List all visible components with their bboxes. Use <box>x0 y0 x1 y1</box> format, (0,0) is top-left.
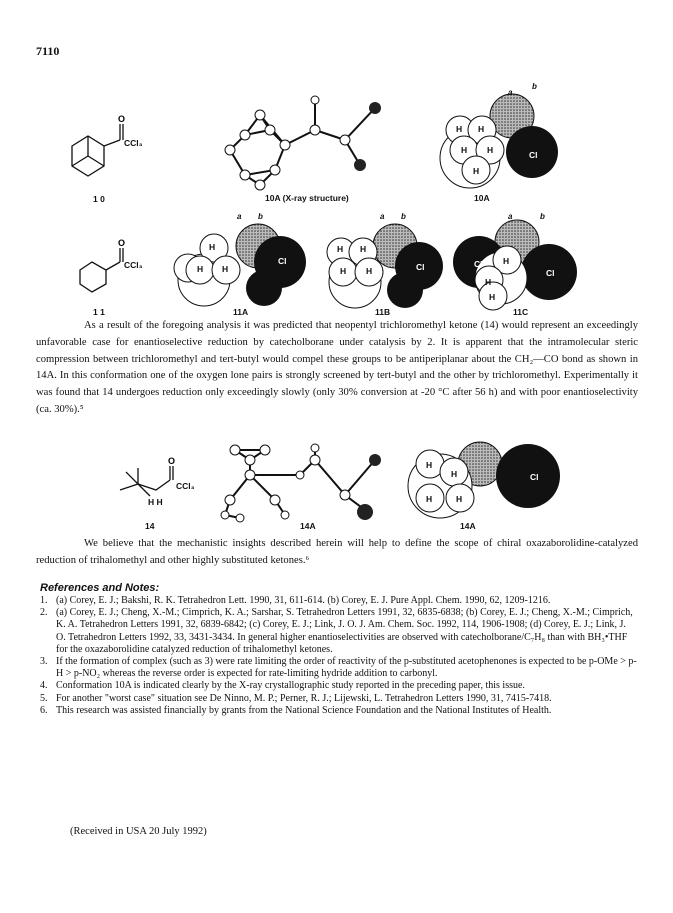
atom-b: b <box>540 212 545 221</box>
atom-H: H <box>461 145 468 155</box>
svg-text:O: O <box>118 238 126 248</box>
atom-H: H <box>340 266 347 276</box>
reference-item: 2. (a) Corey, E. J.; Cheng, X.-M.; Cimprich, K. A.; Sarshar, S. Tetrahedron Letters 1991, 32, 6835-6838; (b) Corey, E. J.; Cheng, X.-M.; Cimprich, K. A. Tetrahedron Letters 1991, 32, 6839-6842; (c) Corey, E. J.; Link, J. O. J. Am. Chem. Soc. 1992, 114, 1906-1908; (d) Corey, E. J.; Link, J. O. Tetrahedron Letters 1992, 33, 3431-3434. In general higher enantioselectivities are observed with catecholborane/C₇H₈ than with BH₃•THF for the oxazaborolidine catalyzed reduction of trihalomethyl ketones. <box>40 607 633 655</box>
atom-Cl: Cl <box>416 262 425 272</box>
reference-item: 3. If the formation of complex (such as 3) were rate limiting the order of reactivity of the p-substituted acetophenones is expected to be p-OMe > p-H > p-NO₂ whereas the reverse order is expected for rate-limiting hydride addition to carbonyl. <box>40 656 637 680</box>
label-10A: 10A <box>474 193 490 203</box>
atom-H: H <box>222 264 229 274</box>
ketone-14-hydrogens: H H <box>148 497 163 507</box>
atom-a: a <box>237 212 242 221</box>
ketone-10-group: CCl₃ <box>124 138 143 148</box>
atom-H: H <box>197 264 204 274</box>
svg-text:O: O <box>118 114 126 124</box>
structure-10A-xray-ball-stick <box>215 90 380 195</box>
atom-Cl: Cl <box>529 150 538 160</box>
structure-11C-space-filling <box>445 218 585 310</box>
atom-H: H <box>489 292 496 302</box>
atom-H: H <box>426 494 433 504</box>
atom-b: b <box>258 212 263 221</box>
atom-H: H <box>487 145 494 155</box>
reference-item: 1. (a) Corey, E. J.; Bakshi, R. K. Tetrahedron Lett. 1990, 31, 611-614. (b) Corey, E. J. Pure Appl. Chem. 1990, 62, 1209-1216. <box>40 595 551 606</box>
paragraph-neopentyl-ketone: As a result of the foregoing analysis it was predicted that neopentyl trichloromethyl ketone (14) would represent an exceedingly unfavorable case for enantioselective reduction by catecholborane under catalysis by 2. It is apparent that the intramolecular steric compression between trichloromethyl and tert-butyl would compel these groups to be antiperiplanar about the CH₂—CO bond as shown in 14A. In this conformation one of the oxygen lone pairs is strongly screened by tert-butyl and the other by trichloromethyl. Experimentally it was found that 14 undergoes reduction only exceedingly slowly (only 30% conversion at -20 °C after 56 h) and with poor enantioselectivity (ca. 30%).⁵ <box>36 320 638 415</box>
atom-H: H <box>360 244 367 254</box>
ketone-11-group: CCl₃ <box>124 260 143 270</box>
atom-H: H <box>478 124 485 134</box>
paragraph-conclusion: We believe that the mechanistic insights described herein will help to define the scope of chiral oxazaborolidine-catalyzed reduction of trihalomethyl and other highly substituted ketones.⁶ <box>36 538 638 566</box>
atom-a: a <box>508 212 513 221</box>
label-10A-xray: 10A (X-ray structure) <box>265 193 349 203</box>
atom-a: a <box>508 88 513 97</box>
atom-H: H <box>473 166 480 176</box>
structure-11-cyclohexyl-ketone <box>72 238 162 298</box>
atom-b: b <box>401 212 406 221</box>
label-11C: 11C <box>513 307 529 317</box>
reference-item: 6. This research was assisted financially by grants from the National Science Foundation and the National Institutes of Health. <box>40 704 552 716</box>
label-11: 1 1 <box>93 307 105 317</box>
ketone-14-group: CCl₃ <box>176 481 195 491</box>
atom-H: H <box>456 124 463 134</box>
references-list <box>40 595 638 717</box>
atom-b: b <box>532 82 537 91</box>
structure-10A-space-filling <box>420 88 560 193</box>
atom-H: H <box>451 469 458 479</box>
atom-H: H <box>503 256 510 266</box>
svg-text:O: O <box>168 456 176 466</box>
atom-H: H <box>485 277 492 287</box>
atom-H: H <box>366 266 373 276</box>
atom-Cl: Cl <box>546 268 555 278</box>
atom-Cl: Cl <box>278 256 287 266</box>
page-number: 7110 <box>36 44 60 58</box>
atom-Cl: Cl <box>474 259 483 269</box>
structure-10-adamantyl-ketone <box>62 114 152 188</box>
received-date: (Received in USA 20 July 1992) <box>70 826 207 837</box>
atom-H: H <box>456 494 463 504</box>
atom-H: H <box>337 244 344 254</box>
structure-14A-ball-stick <box>215 440 390 525</box>
label-10: 1 0 <box>93 194 105 204</box>
atom-Cl: Cl <box>530 472 539 482</box>
label-11A: 11A <box>233 307 249 317</box>
label-14A-space: 14A <box>460 521 476 531</box>
references-heading: References and Notes: <box>40 582 160 594</box>
label-14A-stick: 14A <box>300 521 316 531</box>
structure-14A-space-filling <box>400 436 570 526</box>
atom-a: a <box>380 212 385 221</box>
atom-H: H <box>209 242 216 252</box>
label-11B: 11B <box>375 307 391 317</box>
reference-item: 4. Conformation 10A is indicated clearly by the X-ray crystallographic study reported in the preceding paper, this issue. <box>40 680 525 692</box>
atom-H: H <box>426 460 433 470</box>
label-14: 14 <box>145 521 155 531</box>
reference-item: 5. For another "worst case" situation see De Ninno, M. P.; Perner, R. J.; Lijewski, L. Tetrahedron Letters 1990, 31, 7415-7418. <box>40 692 552 704</box>
